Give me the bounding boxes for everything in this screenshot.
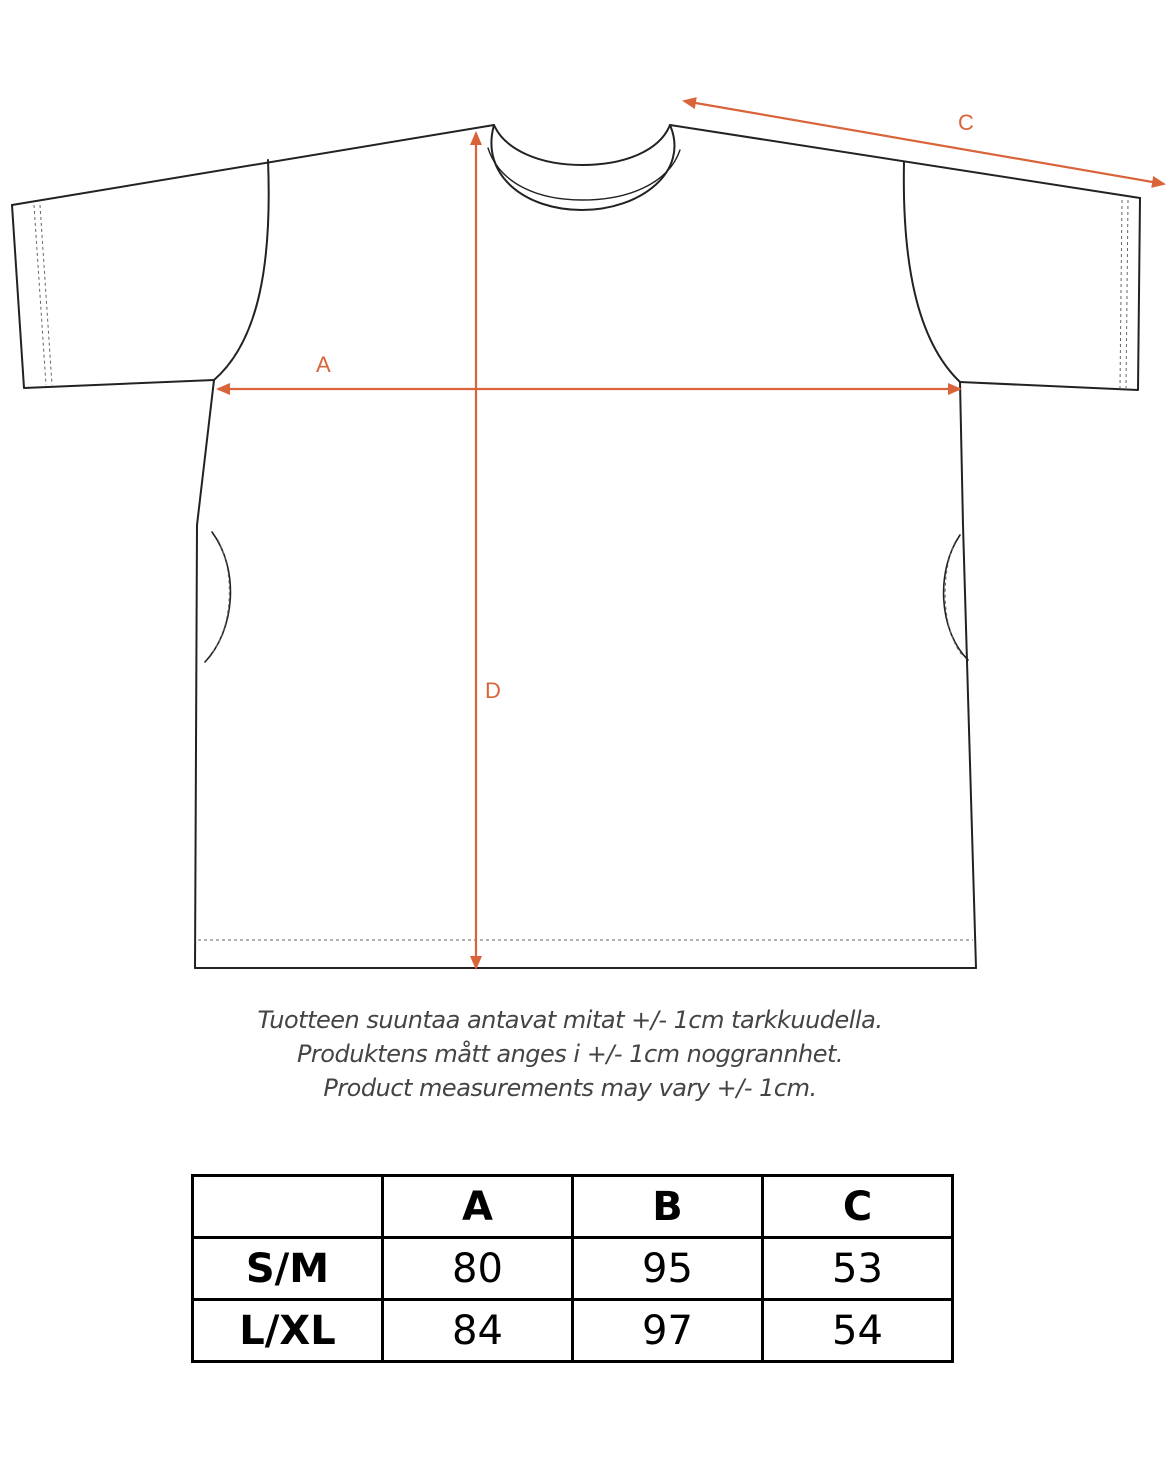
table-row (193, 1238, 953, 1300)
header-cell-empty (193, 1176, 383, 1238)
left-side-stitch (210, 540, 229, 655)
value-b: 95 (573, 1238, 763, 1300)
label-a: A (316, 352, 331, 377)
left-shoulder-line (12, 125, 494, 205)
right-cuff-stitch-1 (1126, 200, 1128, 388)
collar-inner (494, 125, 670, 165)
left-cuff-stitch-2 (40, 205, 52, 385)
measurement-notes (0, 1003, 1140, 1105)
right-armhole-seam (904, 162, 960, 382)
left-armhole-seam (214, 160, 269, 380)
note-swedish: Produktens mått anges i +/- 1cm noggrannhet. (296, 1040, 844, 1068)
note-finnish: Tuotteen suuntaa antavat mitat +/- 1cm tarkkuudella. (257, 1006, 883, 1034)
header-cell-a: A (383, 1176, 573, 1238)
left-cuff-stitch-1 (34, 205, 46, 385)
value-a: 80 (383, 1238, 573, 1300)
left-sleeve-outline (12, 205, 214, 388)
measure-c-line (684, 101, 1164, 184)
header-cell-b: B (573, 1176, 763, 1238)
note-english: Product measurements may vary +/- 1cm. (323, 1074, 817, 1102)
right-body-side (960, 382, 976, 968)
size-label: S/M (193, 1238, 383, 1300)
value-a: 84 (383, 1300, 573, 1362)
collar-outer (491, 125, 674, 210)
label-c: C (958, 110, 974, 135)
header-cell-c: C (763, 1176, 953, 1238)
value-b: 97 (573, 1300, 763, 1362)
measurement-lines (218, 101, 1164, 968)
right-sleeve-outline (960, 198, 1140, 390)
tshirt-outline (12, 125, 1140, 968)
value-c: 53 (763, 1238, 953, 1300)
size-label: L/XL (193, 1300, 383, 1362)
collar-rib (488, 148, 680, 200)
left-side-curve (205, 532, 230, 662)
left-body-side (195, 380, 214, 968)
size-table (191, 1174, 954, 1363)
right-shoulder-line (670, 125, 1140, 198)
table-header-row (193, 1176, 953, 1238)
right-cuff-stitch-2 (1120, 200, 1122, 388)
label-d: D (485, 678, 501, 703)
value-c: 54 (763, 1300, 953, 1362)
table-row (193, 1300, 953, 1362)
